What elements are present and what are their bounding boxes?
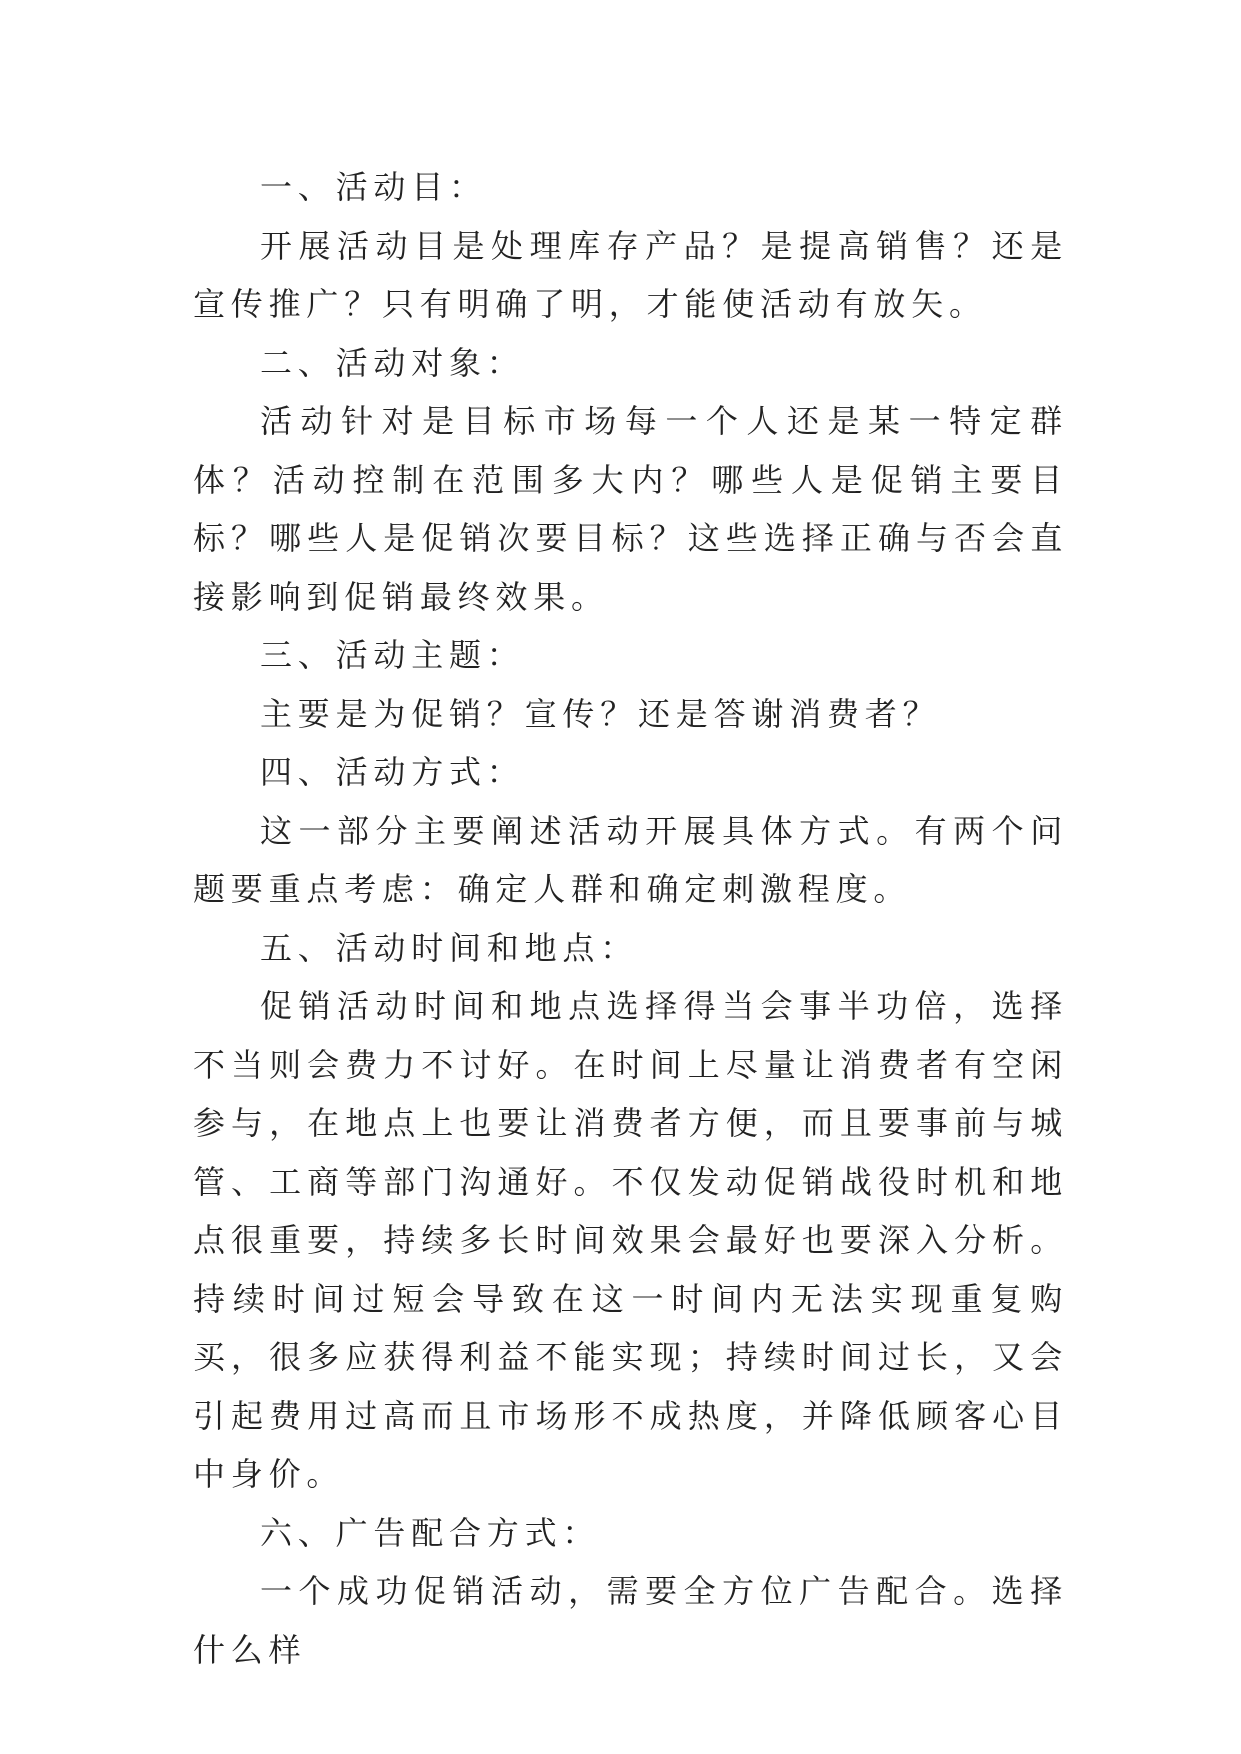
document-body xyxy=(193,158,1068,1679)
section-heading: 二、活动对象： xyxy=(260,343,525,382)
section-paragraph: 这一部分主要阐述活动开展具体方式。有两个问题要重点考虑：确定人群和确定刺激程度。 xyxy=(193,811,1068,908)
section-paragraph: 促销活动时间和地点选择得当会事半功倍，选择不当则会费力不讨好。在时间上尽量让消费者有空闲参与，在地点上也要让消费者方便，而且要事前与城管、工商等部门沟通好。不仅发动促销战役时机和地点很重要，持续多长时间效果会最好也要深入分析。持续时间过短会导致在这一时间内无法实现重复购买，很多应获得利益不能实现；持续时间过长，又会引起费用过高而且市场形不成热度，并降低顾客心目中身价。 xyxy=(193,987,1068,1493)
section-heading: 六、广告配合方式： xyxy=(260,1513,601,1552)
section-heading: 三、活动主题： xyxy=(260,636,525,674)
section-paragraph: 一个成功促销活动，需要全方位广告配合。选择什么样 xyxy=(193,1572,1068,1669)
section-paragraph: 活动针对是目标市场每一个人还是某一特定群体？活动控制在范围多大内？哪些人是促销主要目标？哪些人是促销次要目标？这些选择正确与否会直接影响到促销最终效果。 xyxy=(193,402,1068,616)
section-paragraph: 开展活动目是处理库存产品？是提高销售？还是宣传推广？只有明确了明，才能使活动有放矢。 xyxy=(193,226,1068,323)
section-paragraph: 主要是为促销？宣传？还是答谢消费者？ xyxy=(260,694,941,733)
section-heading: 一、活动目： xyxy=(260,168,487,206)
section-heading: 五、活动时间和地点： xyxy=(260,928,639,967)
section-heading: 四、活动方式： xyxy=(260,753,525,791)
